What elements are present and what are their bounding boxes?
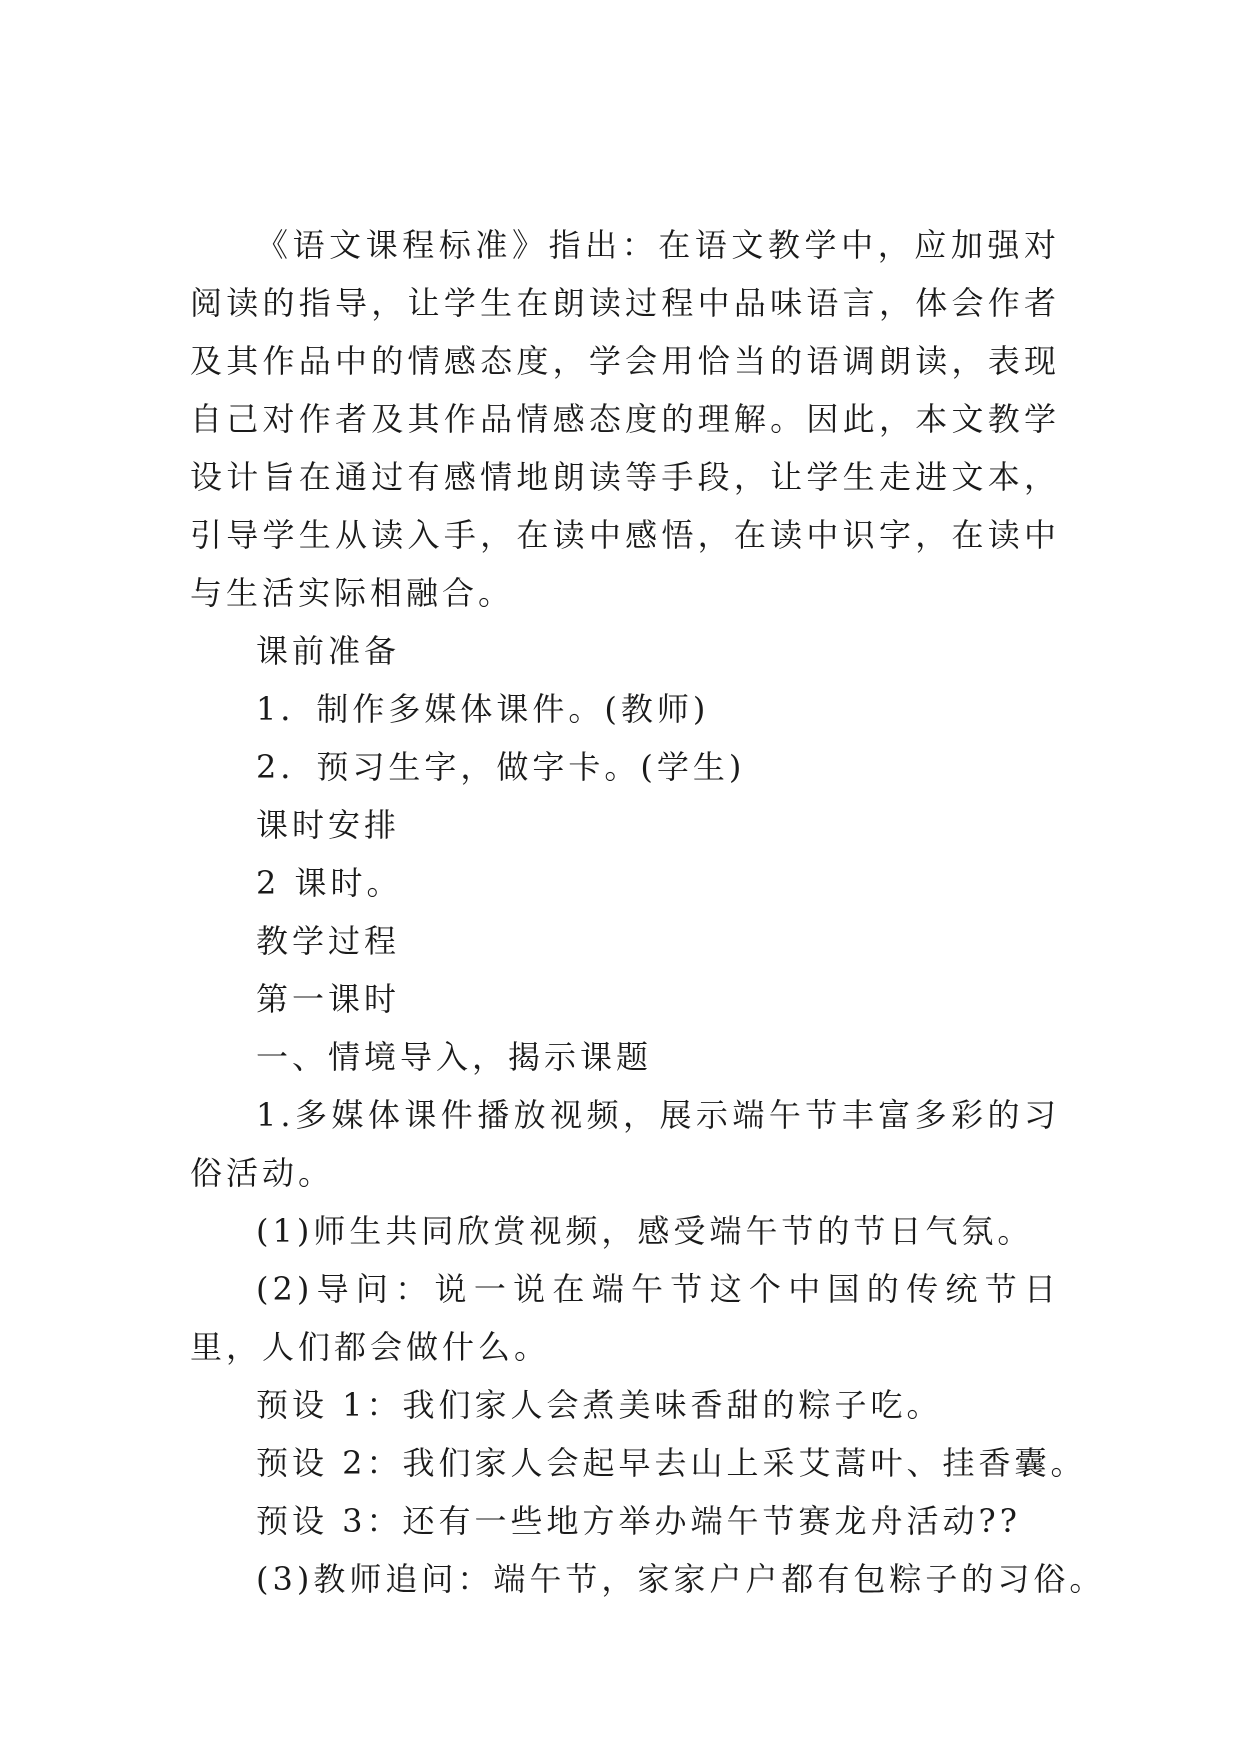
body-line: 预设 1：我们家人会煮美味香甜的粽子吃。	[256, 1386, 943, 1424]
heading-preparation: 课前准备	[256, 632, 401, 670]
heading-first-lesson: 第一课时	[256, 980, 401, 1018]
list-item: 1．制作多媒体课件。(教师)	[256, 690, 710, 728]
heading-schedule: 课时安排	[256, 806, 401, 844]
body-line: 预设 3：还有一些地方举办端午节赛龙舟活动??	[256, 1502, 1021, 1540]
section-heading: 一、情境导入，揭示课题	[256, 1038, 653, 1076]
heading-process: 教学过程	[256, 922, 401, 960]
body-paragraph: (2)导问：说一说在端午节这个中国的传统节日里，人们都会做什么。	[190, 1270, 1060, 1366]
body-line: (1)师生共同欣赏视频，感受端午节的节日气氛。	[256, 1212, 1034, 1250]
list-item: 2．预习生字，做字卡。(学生)	[256, 748, 746, 786]
document-body	[190, 216, 1106, 1608]
body-line: (3)教师追问：端午节，家家户户都有包粽子的习俗。	[256, 1560, 1106, 1598]
schedule-text: 2 课时。	[256, 864, 403, 902]
body-line: 预设 2：我们家人会起早去山上采艾蒿叶、挂香囊。	[256, 1444, 1087, 1482]
intro-paragraph: 《语文课程标准》指出：在语文教学中，应加强对阅读的指导，让学生在朗读过程中品味语言，体会作者及其作品中的情感态度，学会用恰当的语调朗读，表现自己对作者及其作品情感态度的理解。因此，本文教学设计旨在通过有感情地朗读等手段，让学生走进文本，引导学生从读入手，在读中感悟，在读中识字，在读中与生活实际相融合。	[190, 226, 1060, 612]
body-paragraph: 1.多媒体课件播放视频，展示端午节丰富多彩的习俗活动。	[190, 1096, 1060, 1192]
